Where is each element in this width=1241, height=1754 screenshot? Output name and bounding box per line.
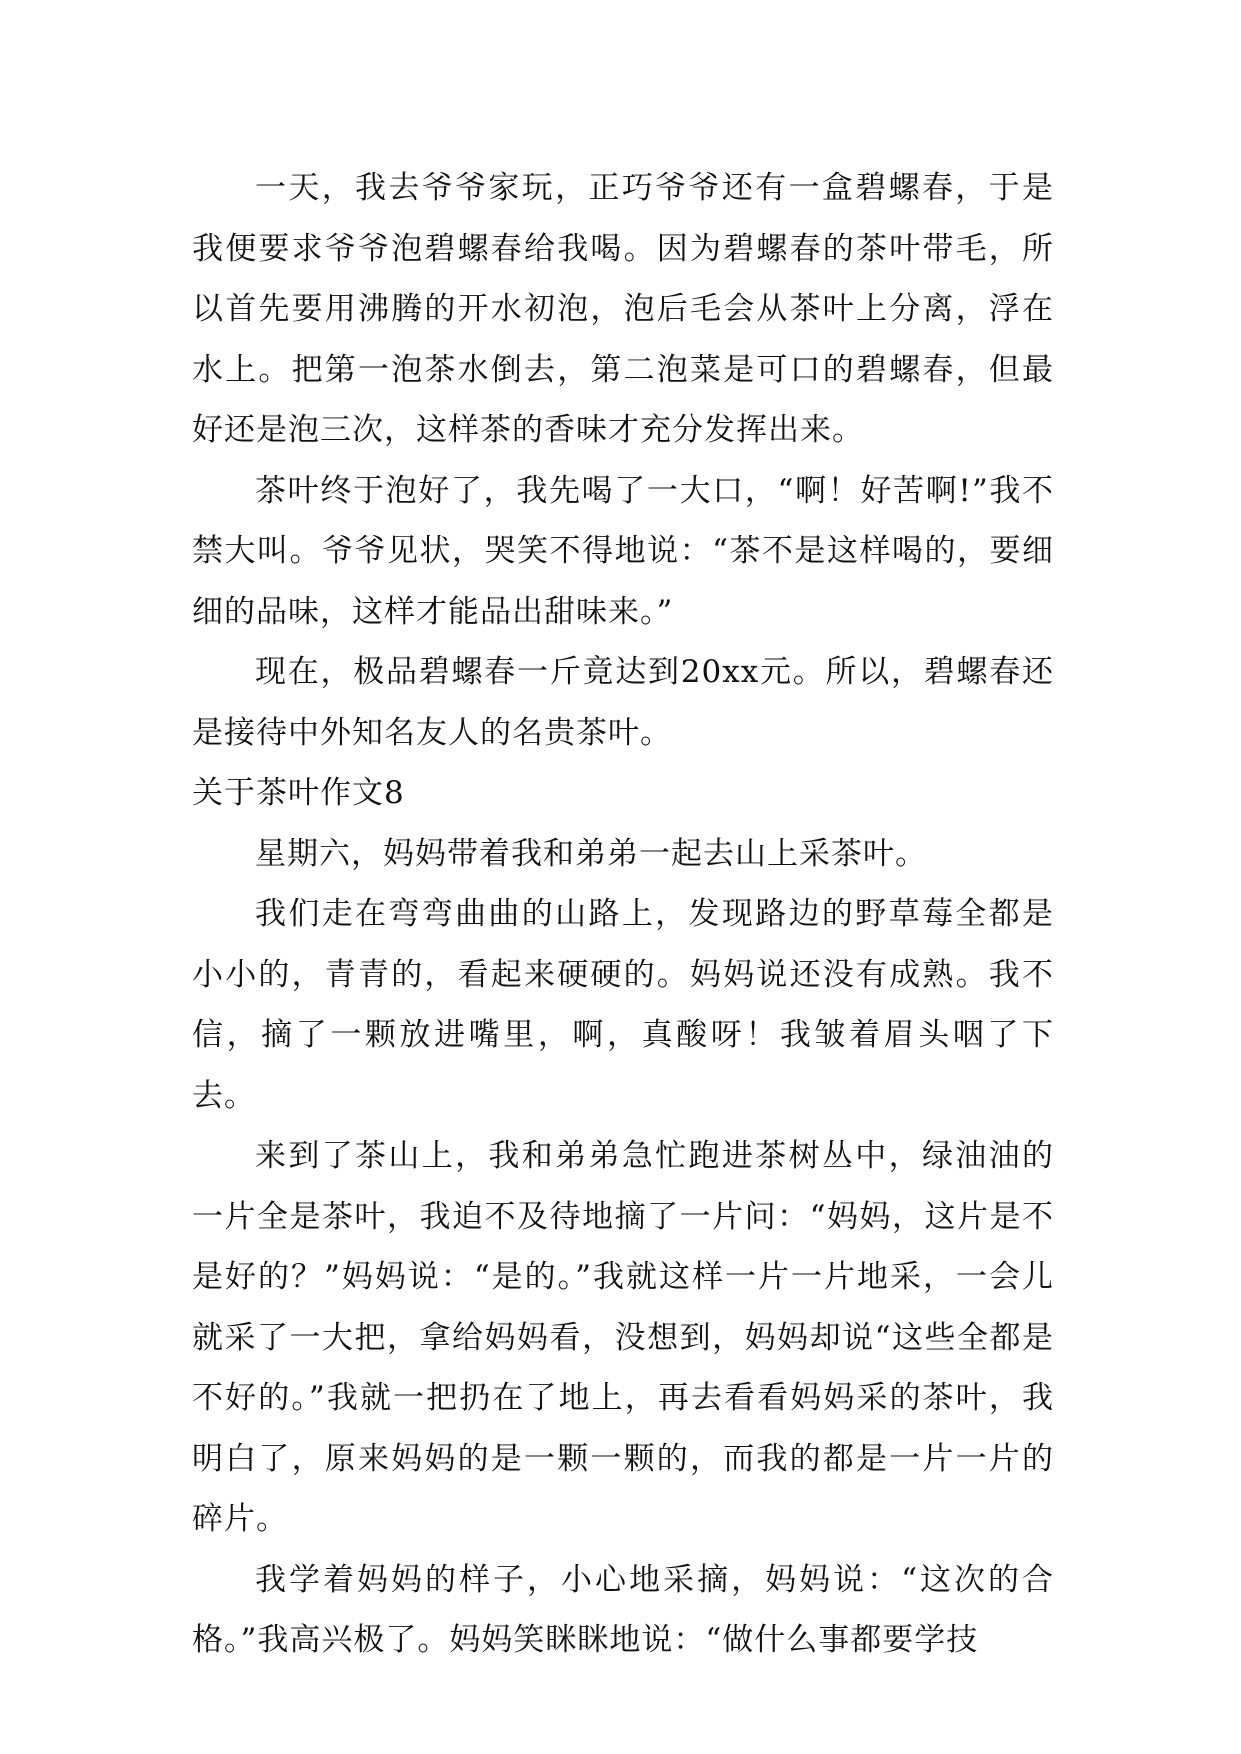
section-title: 关于茶叶作文8 [192,775,405,811]
paragraph-learning: 我学着妈妈的样子，小心地采摘，妈妈说：“这次的合格。”我高兴极了。妈妈笑眯眯地说：“做什么事都要学技 [192,1561,1054,1658]
paragraph-mountain-road: 我们走在弯弯曲曲的山路上，发现路边的野草莓全都是小小的，青青的，看起来硬硬的。妈妈说还没有成熟。我不信，摘了一颗放进嘴里，啊，真酸呀！我皱着眉头咽了下去。 [192,896,1054,1114]
paragraph-price: 现在，极品碧螺春一斤竟达到20xx元。所以，碧螺春还是接待中外知名友人的名贵茶叶。 [192,654,1054,751]
paragraph-saturday: 星期六，妈妈带着我和弟弟一起去山上采茶叶。 [255,835,927,872]
paragraph-first-sip: 茶叶终于泡好了，我先喝了一大口，“啊！好苦啊!”我不禁大叫。爷爷见状，哭笑不得地说：“茶不是这样喝的，要细细的品味，这样才能品出甜味来。” [192,472,1054,630]
paragraph-tea-hill: 来到了茶山上，我和弟弟急忙跑进茶树丛中，绿油油的一片全是茶叶，我迫不及待地摘了一片问：“妈妈，这片是不是好的？”妈妈说：“是的。”我就这样一片一片地采，一会儿就采了一大把，拿给妈妈看，没想到，妈妈却说“这些全都是不好的。”我就一把扔在了地上，再去看看妈妈采的茶叶，我明白了，原来妈妈的是一颗一颗的，而我的都是一片一片的碎片。 [192,1138,1054,1537]
paragraph-grandpa-tea: 一天，我去爷爷家玩，正巧爷爷还有一盒碧螺春，于是我便要求爷爷泡碧螺春给我喝。因为碧螺春的茶叶带毛，所以首先要用沸腾的开水初泡，泡后毛会从茶叶上分离，浮在水上。把第一泡茶水倒去，第二泡菜是可口的碧螺春，但最好还是泡三次，这样茶的香味才充分发挥出来。 [192,170,1054,448]
document-body [192,158,1054,1671]
